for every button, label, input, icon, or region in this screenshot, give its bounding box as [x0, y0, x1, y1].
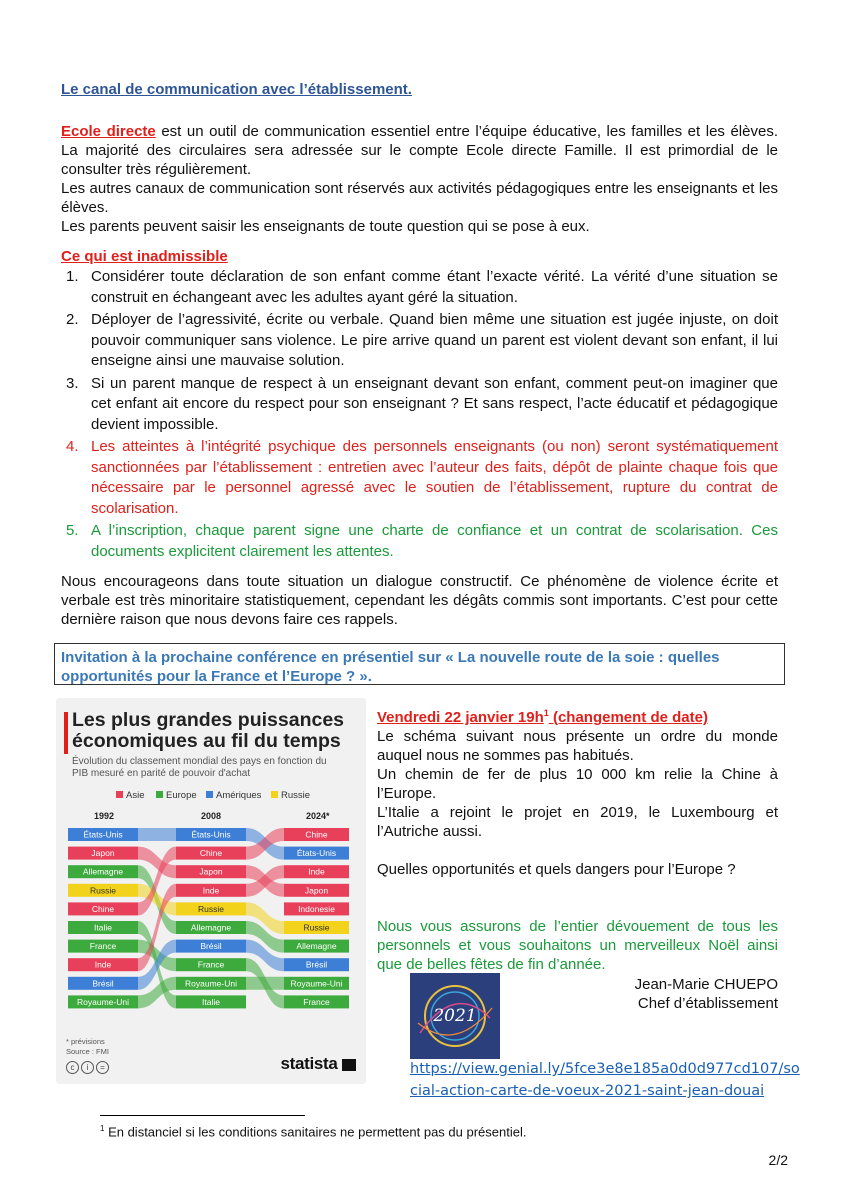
section-title-communication: Le canal de communication avec l’établissement.: [61, 81, 412, 98]
legend-ameriques: Amériques: [206, 790, 261, 801]
ranking-ribbons: [56, 698, 366, 1084]
country-label: Brésil: [92, 978, 114, 989]
country-label: Indonesie: [298, 903, 335, 914]
country-label: Japon: [304, 885, 329, 896]
legend-asie: Asie: [116, 790, 144, 801]
country-label: États-Unis: [296, 848, 337, 859]
section-communication-body: [61, 122, 778, 236]
legend-europe: Europe: [156, 790, 197, 801]
country-label: Brésil: [305, 959, 328, 970]
country-label: Allemagne: [82, 866, 124, 877]
column-header-2008: 2008: [201, 811, 222, 821]
list-item: 1. Considérer toute déclaration de son enfant comme étant l’exacte vérité. La vérité d’une situation se construit en échangeant avec les adultes ayant géré la situation.: [66, 268, 778, 306]
card-year: 2021: [433, 1006, 477, 1026]
country-label: Royaume-Uni: [290, 978, 343, 989]
footnote-separator: [100, 1115, 305, 1116]
country-label: Allemagne: [296, 941, 337, 952]
legend-russie: Russie: [271, 790, 310, 801]
country-label: Allemagne: [190, 922, 232, 933]
country-label: Chine: [199, 848, 223, 859]
country-label: Russie: [198, 903, 224, 914]
list-item: 3. Si un parent manque de respect à un enseignant devant son enfant, comment peut-on imaginer que cet enfant ait encore du respect pour son enseignant ? Et sans respect, l’acte éducatif et pédagogique devient impossible.: [66, 374, 778, 433]
greetings: Nous vous assurons de l’entier dévouement de tous les personnels et vous souhaitons un merveilleux Noël ainsi que de belles fêtes de fin d’année.: [377, 918, 778, 973]
country-label: France: [89, 941, 117, 952]
infographic-subtitle: Évolution du classement mondial des pays en fonction du PIB mesuré en parité de pouvoir d'achat: [72, 756, 327, 779]
country-label: Inde: [202, 885, 220, 896]
event-paragraph-3: L’Italie a rejoint le projet en 2019, le Luxembourg et l’Autriche aussi.: [377, 804, 778, 840]
creative-commons-icon: c i =: [66, 1061, 111, 1074]
country-label: États-Unis: [191, 829, 231, 840]
country-label: Brésil: [200, 941, 222, 952]
country-label: Italie: [94, 922, 112, 933]
list-item: 4. Les atteintes à l’intégrité psychique des personnels enseignants (ou non) seront systématiquement sanctionnées par l’établissement : entretien avec l’auteur des faits, dépôt de plainte chaque fois que nécessaire par le personnel agressé avec le soutien de l’établissement, rupture du contrat de scolarisation.: [66, 438, 778, 517]
country-label: Royaume-Uni: [185, 978, 237, 989]
country-label: Royaume-Uni: [77, 996, 129, 1007]
ecole-directe-link[interactable]: Ecole directe: [61, 123, 156, 140]
country-label: Chine: [91, 903, 115, 914]
infographic-note: * prévisions: [66, 1037, 105, 1046]
column-header-2024: 2024*: [306, 811, 330, 821]
paragraph-3: Les parents peuvent saisir les enseignants de toute question qui se pose à eux.: [61, 218, 590, 235]
greeting-card-2021-image[interactable]: [410, 973, 500, 1059]
page-number: 2/2: [768, 1152, 788, 1168]
country-label: Inde: [94, 959, 112, 970]
country-label: Japon: [199, 866, 223, 877]
event-date: Vendredi 22 janvier $19h^1$ (changement de date): [377, 708, 708, 726]
country-label: France: [303, 996, 330, 1007]
footnote: $^1$ En distanciel si les conditions sanitaires ne permettent pas du présentiel.: [100, 1124, 527, 1140]
country-label: Russie: [303, 922, 330, 933]
genially-link[interactable]: https://view.genial.ly/5fce3e8e185a0d0d977cd107/so cial-action-carte-de-voeux-2021-saint-jean-douai: [410, 1061, 800, 1099]
ribbon-connector: [138, 828, 176, 841]
country-label: Italie: [202, 996, 220, 1007]
statista-infographic: [56, 698, 366, 1084]
column-header-1992: 1992: [94, 811, 115, 821]
infographic-source: Source : FMI: [66, 1047, 109, 1056]
country-label: Japon: [91, 848, 115, 859]
paragraph-2: Les autres canaux de communication sont réservés aux activités pédagogiques entre les enseignants et les élèves.: [61, 180, 778, 216]
list-item: 2. Déployer de l’agressivité, écrite ou verbale. Quand bien même une situation est jugée injuste, on doit pouvoir communiquer sans violence. Le pire arrive quand un parent est violent devant son enfant, il lui enseigne ainsi une mauvaise solution.: [66, 311, 778, 369]
signature: Jean-Marie CHUEPO Chef d’établissement: [634, 976, 778, 1012]
ribbon-connector: [246, 977, 284, 990]
invitation-box: Invitation à la prochaine conférence en présentiel sur « La nouvelle route de la soie : quelles opportunités pour la France et l’Europe ? ».: [54, 643, 785, 685]
infographic-title: Les plus grandes puissances économiques au fil du temps: [72, 709, 345, 752]
event-paragraph-1: Le schéma suivant nous présente un ordre du monde auquel nous ne sommes pas habitués.: [377, 728, 778, 764]
section-title-inadmissible: Ce qui est inadmissible: [61, 248, 228, 265]
country-label: France: [197, 959, 225, 970]
country-label: Inde: [308, 866, 325, 877]
event-paragraph-2: Un chemin de fer de plus 10 000 km relie la Chine à l’Europe.: [377, 766, 778, 802]
event-question: Quelles opportunités et quels dangers pour l’Europe ?: [377, 861, 736, 878]
country-label: États-Unis: [83, 829, 123, 840]
country-label: Russie: [90, 885, 116, 896]
closing-paragraph: Nous encourageons dans toute situation un dialogue constructif. Ce phénomène de violence écrite et verbale est très minoritaire statistiquement, cependant les dégâts commis sont importants. C’est pour cette dernière raison que nous devons faire ces rappels.: [61, 573, 778, 628]
country-label: Chine: [305, 829, 328, 840]
inadmissible-list: [61, 267, 778, 564]
statista-logo: statista: [280, 1054, 356, 1074]
list-item: 5. A l’inscription, chaque parent signe une charte de confiance et un contrat de scolarisation. Ces documents explicitent clairement les attentes.: [66, 522, 778, 560]
paragraph-1: est un outil de communication essentiel entre l’équipe éducative, les familles et les élèves. La majorité des circulaires sera adressée sur le compte Ecole directe Famille. Il est primordial de le consulter très régulièrement.: [61, 123, 778, 178]
